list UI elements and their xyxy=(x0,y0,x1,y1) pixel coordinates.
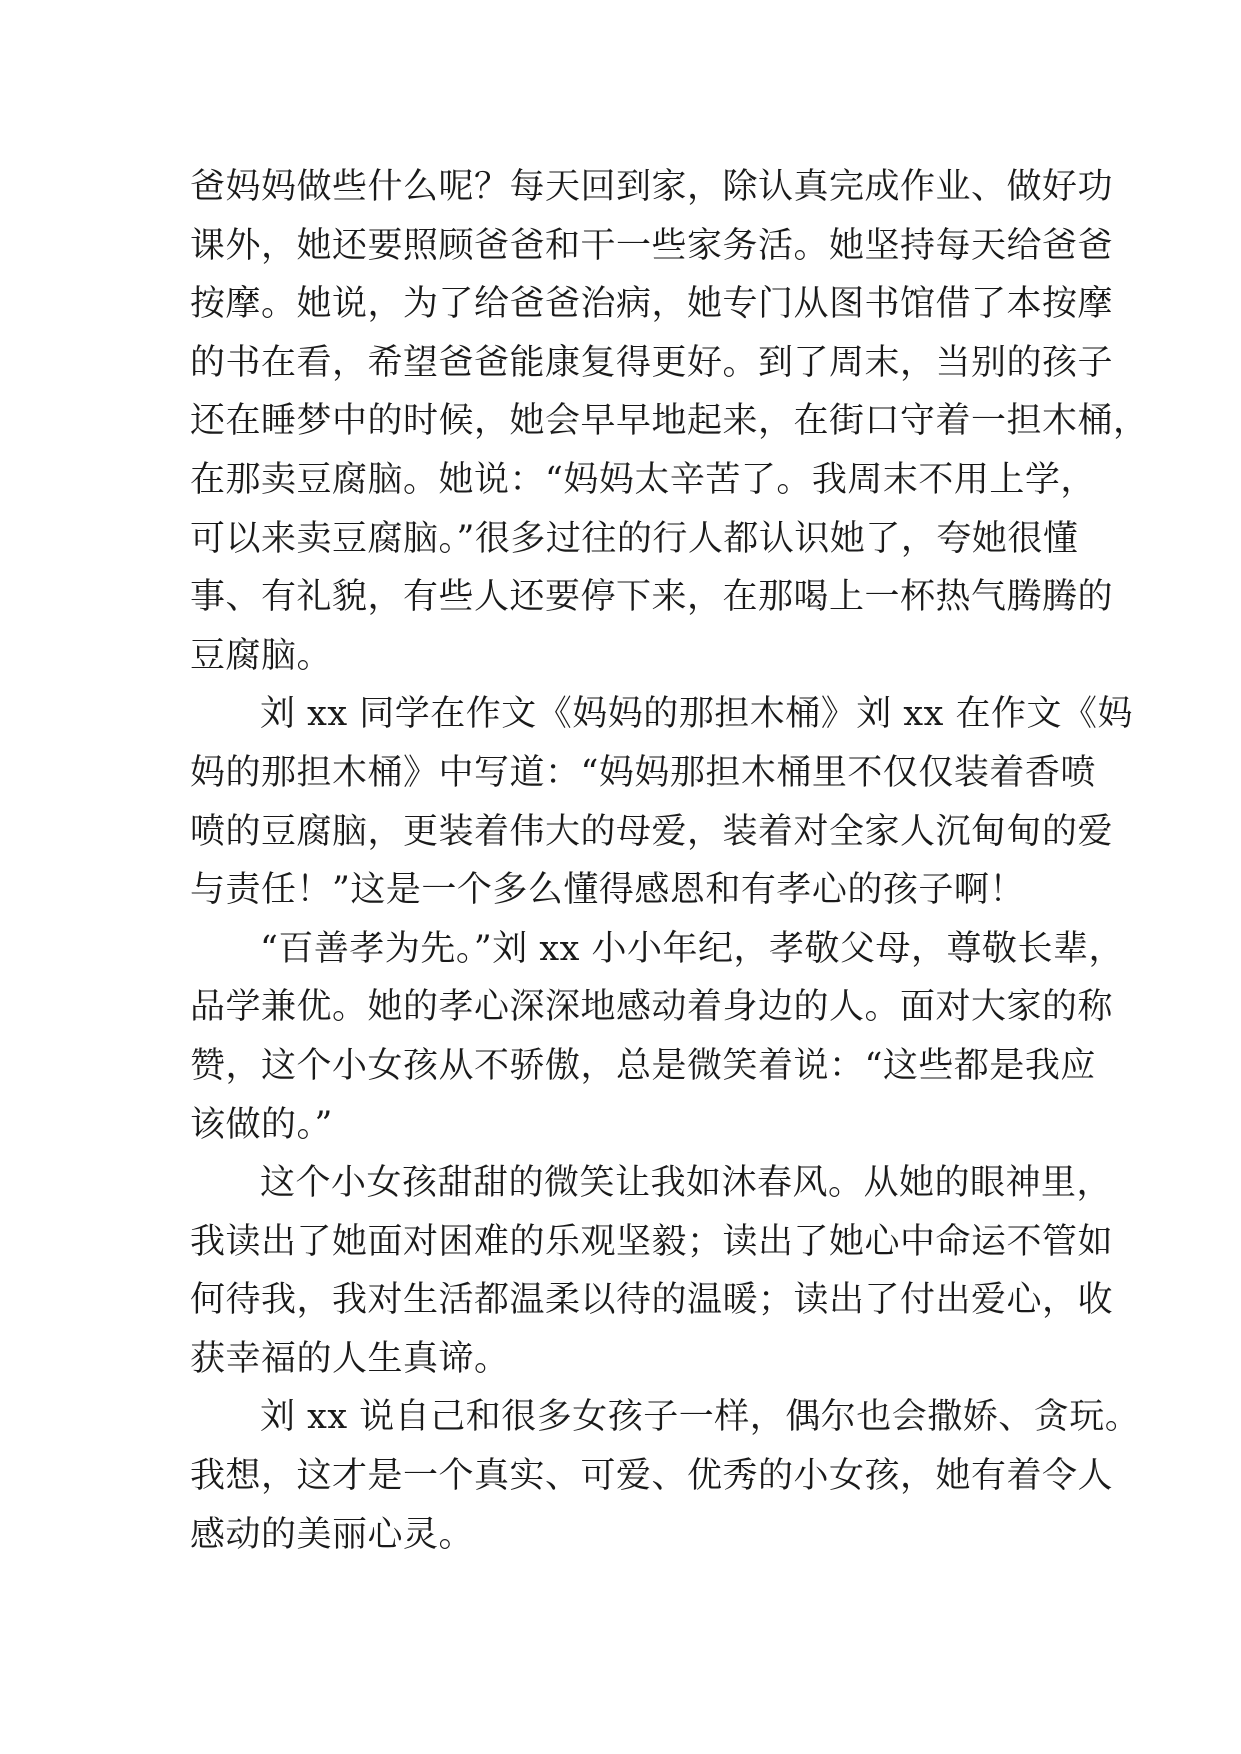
text-line: 何待我，我对生活都温柔以待的温暖；读出了付出爱心，收 xyxy=(190,1280,1114,1321)
text-line: 可以来卖豆腐脑。”很多过往的行人都认识她了，夸她很懂 xyxy=(190,518,1079,559)
text-line: 爸妈妈做些什么呢？每天回到家，除认真完成作业、做好功 xyxy=(190,167,1114,207)
text-line: 感动的美丽心灵。 xyxy=(190,1514,475,1555)
text-line: 这个小女孩甜甜的微笑让我如沐春风。从她的眼神里， xyxy=(260,1163,1113,1204)
text-line: 赞，这个小女孩从不骄傲，总是微笑着说：“这些都是我应 xyxy=(190,1045,1096,1086)
text-line: 我想，这才是一个真实、可爱、优秀的小女孩，她有着令人 xyxy=(190,1456,1114,1497)
text-line: 在那卖豆腐脑。她说：“妈妈太辛苦了。我周末不用上学， xyxy=(190,459,1096,500)
text-line: 与责任！”这是一个多么懂得感恩和有孝心的孩子啊！ xyxy=(190,870,1025,911)
text-line: 该做的。” xyxy=(190,1104,333,1145)
text-line: 品学兼优。她的孝心深深地感动着身边的人。面对大家的称 xyxy=(190,987,1114,1028)
text-line: 按摩。她说，为了给爸爸治病，她专门从图书馆借了本按摩 xyxy=(190,284,1114,325)
text-line: 刘 xx 同学在作文《妈妈的那担木桶》刘 xx 在作文《妈 xyxy=(260,694,1133,735)
text-line: “百善孝为先。”刘 xx 小小年纪，孝敬父母，尊敬长辈， xyxy=(260,928,1125,969)
text-line: 获幸福的人生真谛。 xyxy=(190,1338,510,1379)
text-line: 我读出了她面对困难的乐观坚毅；读出了她心中命运不管如 xyxy=(190,1221,1114,1262)
text-line: 课外，她还要照顾爸爸和干一些家务活。她坚持每天给爸爸 xyxy=(190,225,1114,266)
text-line: 事、有礼貌，有些人还要停下来，在那喝上一杯热气腾腾的 xyxy=(190,577,1114,618)
text-line: 豆腐脑。 xyxy=(190,635,333,676)
text-line: 还在睡梦中的时候，她会早早地起来，在街口守着一担木桶， xyxy=(190,401,1149,442)
text-line: 的书在看，希望爸爸能康复得更好。到了周末，当别的孩子 xyxy=(190,342,1114,383)
body-text xyxy=(190,158,1149,1564)
text-line: 妈的那担木桶》中写道：“妈妈那担木桶里不仅仅装着香喷 xyxy=(190,752,1096,793)
text-line: 刘 xx 说自己和很多女孩子一样，偶尔也会撒娇、贪玩。 xyxy=(260,1397,1141,1438)
text-line: 喷的豆腐脑，更装着伟大的母爱，装着对全家人沉甸甸的爱 xyxy=(190,811,1114,852)
